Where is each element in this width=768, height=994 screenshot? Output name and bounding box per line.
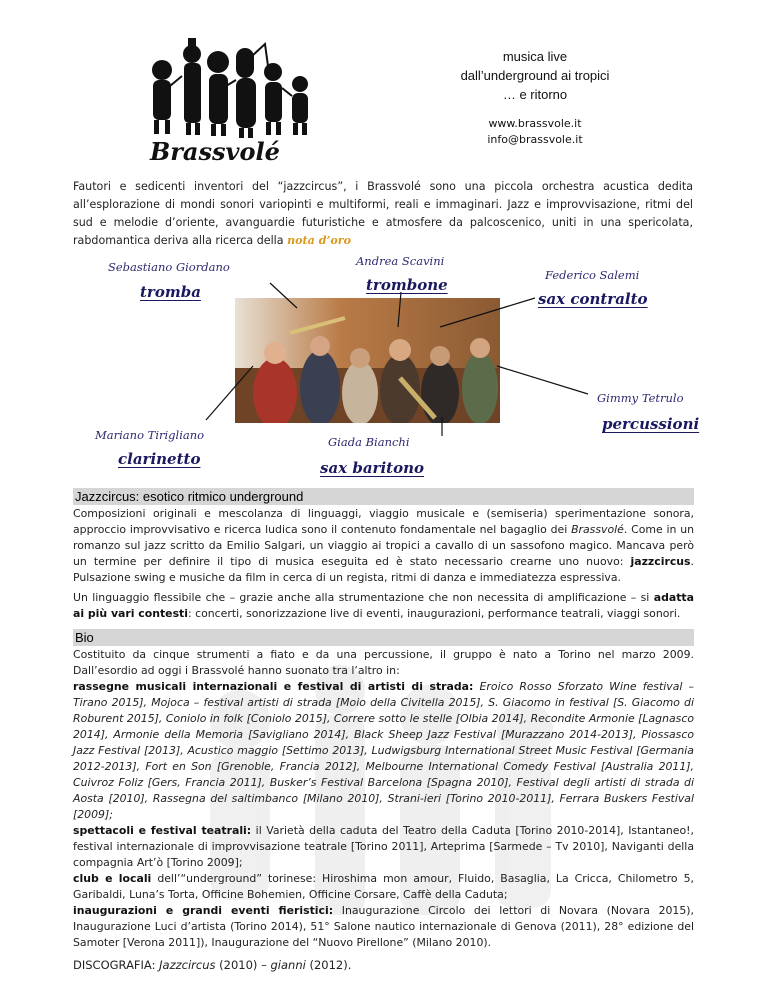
jazzcircus-p2-emphasis: adatta ai più vari contesti [73,591,694,620]
bio-teatro-label: spettacoli e festival teatrali: [73,824,252,837]
member-instrument-5: clarinetto [118,450,201,468]
discography-label: DISCOGRAFIA: [73,958,156,972]
section-heading-jazzcircus: Jazzcircus: esotico ritmico underground [73,488,694,505]
tagline-line-2: dall’underground ai tropici [460,68,610,83]
intro-paragraph [73,178,693,250]
intro-highlight: nota d’oro [287,234,351,247]
discography [73,957,351,973]
section-heading-bio: Bio [73,629,694,646]
member-instrument-1: tromba [140,283,201,301]
jazzcircus-term: jazzcircus [630,555,691,568]
email-link[interactable]: info@brassvole.it [487,133,583,146]
discography-album-2: gianni [270,958,306,972]
member-instrument-6: sax baritono [320,459,424,477]
jazzcircus-brand: Brassvolé [571,523,624,536]
tagline-line-3: … e ritorno [502,87,568,102]
member-instrument-4: percussioni [602,415,700,433]
discography-album-1-year: (2010) – [219,958,267,972]
jazzcircus-p2-text-c: : concerti, sonorizzazione live di eventi, inaugurazioni, performance teatrali, viaggi sonori. [188,607,681,620]
tagline-line-1: musica live [502,49,568,64]
member-instrument-3: sax contralto [538,290,648,308]
bio-teatro: il Varietà della caduta del Teatro della Caduta [Torino 2010-2014], Istantaneo!, festival internazionale di improvvisazione teatrale [Torino 2011], Arteprima [Sarmede – Tv 2010], Naviganti della compagnia Art’ò [Torino 2009]; [73,824,694,869]
jazzcircus-paragraph-1 [73,506,694,586]
jazzcircus-text-c: . Come in un romanzo sul jazz scritto da Emilio Salgari, un viaggio ai tropici a cavallo di un sassofono magico. Mancava però un termine per definire il tipo di musica eseguita ed è stato necessario crearne uno nuovo: [73,523,694,568]
brassvole-logo [140,36,320,166]
jazzcircus-text-e: . Pulsazione swing e musiche da film in cerca di un regista, ritmi di danza e immediatezza espressiva. [73,555,694,584]
member-name-3: Federico Salemi [545,268,640,282]
band-photo [235,298,500,423]
member-name-5: Mariano Tirigliano [95,428,205,442]
member-instrument-2: trombone [366,276,448,294]
jazzcircus-paragraph-2 [73,590,694,622]
member-name-4: Gimmy Tetrulo [597,391,684,405]
bio-club: dell’“underground” torinese: Hiroshima mon amour, Fluido, Basaglia, La Cricca, Chilometro 5, Garibaldi, Luna’s Torta, Officine Bohemien, Officine Corsare, Caffè della Caduta; [73,872,694,901]
bio-club-label: club e locali [73,872,152,885]
member-name-2: Andrea Scavini [356,254,445,268]
bio-intro: Costituito da cinque strumenti a fiato e da una percussione, il gruppo è nato a Torino nel marzo 2009. Dall’esordio ad oggi i Brassvolé hanno suonato tra l’altro in: [73,648,694,677]
discography-album-1: Jazzcircus [159,958,216,972]
intro-text: Fautori e sedicenti inventori del “jazzcircus”, i Brassvolé sono una piccola orchestra acustica dedita all’esplorazione di mondi sonori variopinti e multiformi, reali e immaginari. Jazz e improvvisazione, ritmi del sud e melodie d’oriente, avanguardie futuristiche e atmosfere da palcoscenico, uniti in una spericolata, rabdomantica deriva alla ricerca della [73,180,693,247]
brand-wordmark: Brassvolé [150,137,280,166]
website-link[interactable]: www.brassvole.it [488,117,582,130]
bio-eventi: Inaugurazione Circolo dei lettori di Novara (Novara 2015), Inaugurazione Luci d’artista (Torino 2014), 51° Salone nautico internazionale di Genova (2011), 28° edizione del Samoter [Verona 2011]), Inaugurazione del “Nuovo Pirellone” (Milano 2010). [73,904,695,949]
bio-eventi-label: inaugurazioni e grandi eventi fieristici: [73,904,334,917]
jazzcircus-p2-text-a: Un linguaggio flessibile che – grazie anche alla strumentazione che non necessita di amplificazione – si [73,591,650,604]
member-name-6: Giada Bianchi [328,435,410,449]
bio-rassegne: Eroico Rosso Sforzato Wine festival – Tirano 2015], Mojoca – festival artisti di strada [Moio della Civitella 2015], S. Giacomo in festival [S. Giacomo di Roburent 2015], Coniolo in folk [Coniolo 2015], Correre sotto le stelle [Olbia 2014], Recondite Armonie [Lagnasco 2014], Armonie della Memoria [Savigliano 2014], Black Sheep Jazz Festival [Murazzano 2014-2013], Piossasco Jazz Festival [2013], Acustico maggio [Settimo 2013], Ludwigsburg International Street Music Festival [Germania 2012-2013], Fort en Son [Grenoble, Francia 2012], Melbourne International Comedy Festival [Australia 2011], Cuivroz Foliz [Gers, Francia 2011], Busker’s Festival Barcelona [Spagna 2010], Festival degli artisti di strada di Aosta [2010], Rassegna del saltimbanco [Milano 2010], Strani-ieri [Torino 2010-2011], Ferrara Buskers Festival [2009]; [73,680,695,821]
member-name-1: Sebastiano Giordano [108,260,230,274]
bio-rassegne-label: rassegne musicali internazionali e festival di artisti di strada: [73,680,474,693]
jazzcircus-text-a: Composizioni originali e mescolanza di linguaggi, viaggio musicale e (semiseria) sperimentazione sonora, approccio improvvisativo e ricerca ludica sono il contenuto fondamentale nel bagaglio dei [73,507,694,536]
bio-content [73,647,694,974]
discography-album-2-year: (2012). [309,958,352,972]
